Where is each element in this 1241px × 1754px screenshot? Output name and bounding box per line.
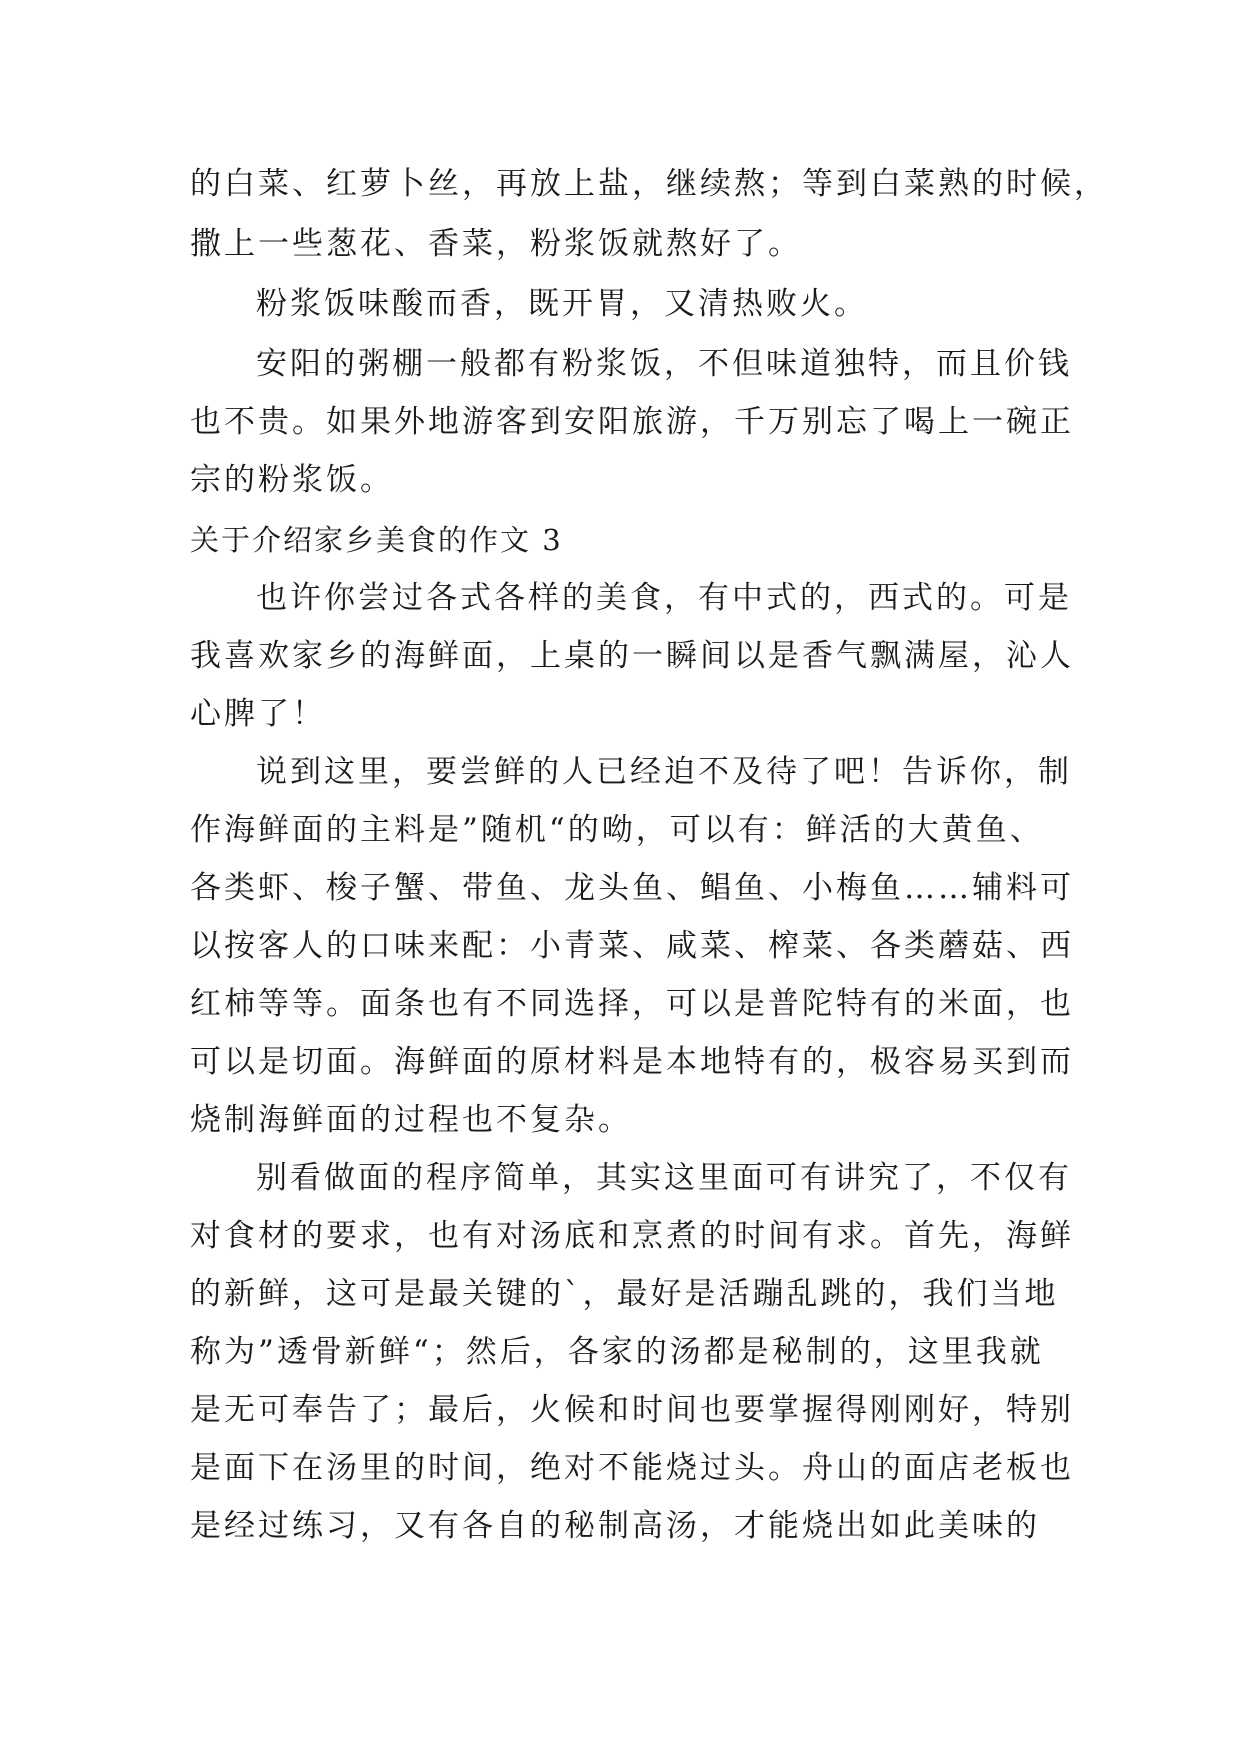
text-line: 对食材的要求，也有对汤底和烹煮的时间有求。首先，海鲜: [190, 1218, 1074, 1254]
text-line: 是经过练习，又有各自的秘制高汤，才能烧出如此美味的: [190, 1508, 1040, 1544]
text-line: 宗的粉浆饭。: [190, 462, 394, 498]
paragraph-start-line: 说到这里，要尝鲜的人已经迫不及待了吧！告诉你，制: [256, 754, 1072, 790]
paragraph-start-line: 别看做面的程序简单，其实这里面可有讲究了，不仅有: [256, 1160, 1072, 1196]
text-line: 红柿等等。面条也有不同选择，可以是普陀特有的米面，也: [190, 986, 1074, 1022]
text-line: 是无可奉告了；最后，火候和时间也要掌握得刚刚好，特别: [190, 1392, 1074, 1428]
text-line: 称为”透骨新鲜“；然后，各家的汤都是秘制的，这里我就: [190, 1334, 1044, 1370]
text-line: 也不贵。如果外地游客到安阳旅游，千万别忘了喝上一碗正: [190, 404, 1074, 440]
text-line: 以按客人的口味来配：小青菜、咸菜、榨菜、各类蘑菇、西: [190, 928, 1074, 964]
paragraph-start-line: 也许你尝过各式各样的美食，有中式的，西式的。可是: [256, 580, 1072, 616]
text-line: 可以是切面。海鲜面的原材料是本地特有的，极容易买到而: [190, 1044, 1074, 1080]
text-line: 我喜欢家乡的海鲜面，上桌的一瞬间以是香气飘满屋，沁人: [190, 638, 1074, 674]
text-line: 的白菜、红萝卜丝，再放上盐，继续熬；等到白菜熟的时候，: [190, 166, 1108, 202]
text-line: 心脾了！: [190, 696, 326, 732]
paragraph-start-line: 粉浆饭味酸而香，既开胃，又清热败火。: [256, 286, 868, 322]
text-line: 撒上一些葱花、香菜，粉浆饭就熬好了。: [190, 226, 802, 262]
text-line: 的新鲜，这可是最关键的`，最好是活蹦乱跳的，我们当地: [190, 1276, 1059, 1312]
section-heading: 关于介绍家乡美食的作文 3: [190, 523, 563, 557]
text-line: 各类虾、梭子蟹、带鱼、龙头鱼、鲳鱼、小梅鱼……辅料可: [190, 870, 1074, 906]
text-line: 作海鲜面的主料是”随机“的呦，可以有：鲜活的大黄鱼、: [190, 812, 1044, 848]
paragraph-start-line: 安阳的粥棚一般都有粉浆饭，不但味道独特，而且价钱: [256, 346, 1072, 382]
text-line: 是面下在汤里的时间，绝对不能烧过头。舟山的面店老板也: [190, 1450, 1074, 1486]
text-line: 烧制海鲜面的过程也不复杂。: [190, 1102, 632, 1138]
